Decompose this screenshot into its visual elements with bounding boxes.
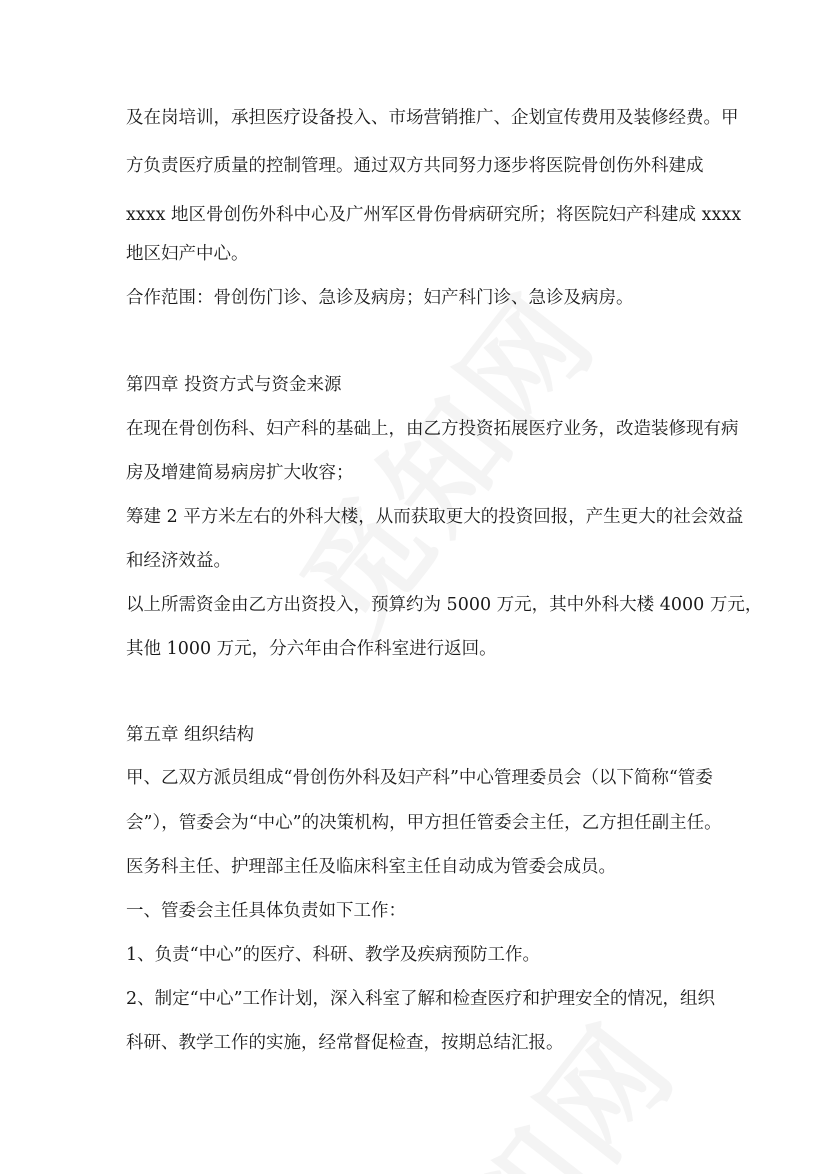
paragraph-line: 甲、乙双方派员组成“骨创伤外科及妇产科”中心管理委员会（以下简称“管委 [126,768,713,788]
chapter-heading: 第四章 投资方式与资金来源 [126,375,342,395]
chapter-heading: 第五章 组织结构 [126,725,255,745]
paragraph-line: 房及增建简易病房扩大收容； [126,463,354,483]
paragraph-line: 合作范围：骨创伤门诊、急诊及病房；妇产科门诊、急诊及病房。 [126,288,634,308]
paragraph-line: 2、制定“中心”工作计划，深入科室了解和检查医疗和护理安全的情况，组织 [126,989,716,1009]
paragraph-line: 在现在骨创伤科、妇产科的基础上，由乙方投资拓展医疗业务，改造装修现有病 [126,419,739,439]
paragraph-line: 和经济效益。 [126,551,231,571]
paragraph-line: 1、负责“中心”的医疗、科研、教学及疾病预防工作。 [126,945,541,965]
paragraph-line: xxxx 地区骨创伤外科中心及广州军区骨伤骨病研究所；将医院妇产科建成 xxxx [126,205,742,225]
paragraph-line: 筹建 2 平方米左右的外科大楼，从而获取更大的投资回报，产生更大的社会效益 [126,507,744,527]
paragraph-line: 以上所需资金由乙方出资投入，预算约为 5000 万元，其中外科大楼 4000 万元， [126,595,763,615]
paragraph-line: 医务科主任、护理部主任及临床科室主任自动成为管委会成员。 [126,857,616,877]
paragraph-line: 科研、教学工作的实施，经常督促检查，按期总结汇报。 [126,1033,564,1053]
paragraph-line: 一、管委会主任具体负责如下工作： [126,901,406,921]
paragraph-line: 及在岗培训，承担医疗设备投入、市场营销推广、企划宣传费用及装修经费。甲 [126,108,739,128]
paragraph-line: 会”），管委会为“中心”的决策机构，甲方担任管委会主任，乙方担任副主任。 [126,813,722,833]
paragraph-line: 地区妇产中心。 [126,244,249,264]
paragraph-line: 其他 1000 万元，分六年由合作科室进行返回。 [126,639,497,659]
paragraph-line: 方负责医疗质量的控制管理。通过双方共同努力逐步将医院骨创伤外科建成 [126,156,704,176]
